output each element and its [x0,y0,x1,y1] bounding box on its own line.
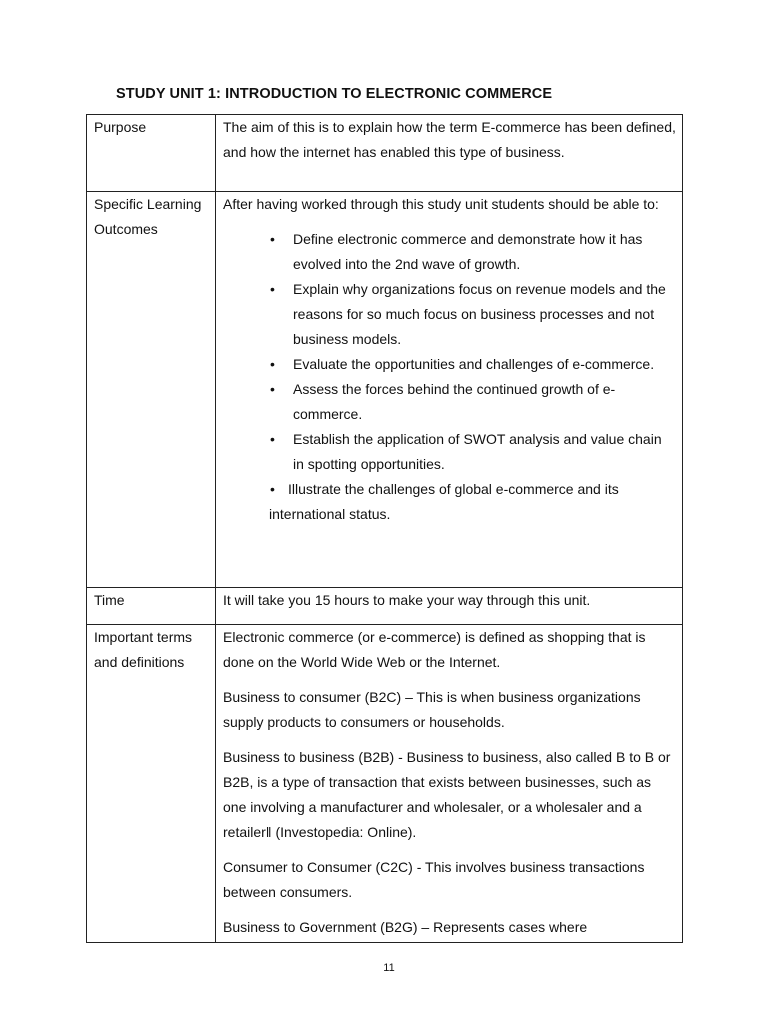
definition-paragraph: Electronic commerce (or e-commerce) is defined as shopping that is done on the World Wide Web or the Internet. [223,629,646,670]
outcomes-intro: After having worked through this study unit students should be able to: [223,196,659,212]
list-item [223,427,676,477]
list-item [223,352,676,377]
page-number: 11 [383,962,395,974]
list-item [223,227,676,277]
page-title: STUDY UNIT 1: INTRODUCTION TO ELECTRONIC COMMERCE [116,86,553,102]
outcomes-cell [216,192,683,588]
table-row-time [87,588,683,625]
definition-paragraph: Business to business (B2B) - Business to business, also called B to B or B2B, is a type of transaction that exists between businesses, such as one involving a manufacturer and wholesaler, or a wholesaler and a retailer‖ (Investopedia: Online). [223,749,671,840]
bullet-icon: • [270,481,275,497]
outcome-text: Establish the application of SWOT analysis and value chain in spotting opportunities. [293,431,662,472]
table-row-outcomes [87,192,683,588]
time-text: It will take you 15 hours to make your way through this unit. [216,588,683,625]
outcome-text: Assess the forces behind the continued growth of e-commerce. [293,381,616,422]
definition-paragraph: Consumer to Consumer (C2C) - This involves business transactions between consumers. [223,859,645,900]
terms-cell [216,625,683,943]
bullet-icon: • [270,231,275,247]
outcomes-label: Specific Learning Outcomes [87,192,216,588]
bullet-icon: • [270,431,275,447]
study-unit-table [86,114,683,943]
bullet-icon: • [270,356,275,372]
outcome-text: Evaluate the opportunities and challenges of e-commerce. [293,356,655,372]
definition-paragraph: Business to Government (B2G) – Represents cases where [223,919,588,935]
table-row-terms [87,625,683,943]
bullet-icon: • [270,381,275,397]
time-label: Time [87,588,216,625]
definition-paragraph: Business to consumer (B2C) – This is when business organizations supply products to consumers or households. [223,689,641,730]
list-item [223,377,676,427]
purpose-label: Purpose [87,115,216,192]
table-row-purpose [87,115,683,192]
list-item [223,477,676,527]
bullet-icon: • [270,281,275,297]
outcome-text: Define electronic commerce and demonstrate how it has evolved into the 2nd wave of growth. [293,231,643,272]
terms-label: Important terms and definitions [87,625,216,943]
list-item [223,277,676,352]
outcomes-list [223,227,676,527]
purpose-text: The aim of this is to explain how the term E-commerce has been defined, and how the internet has enabled this type of business. [216,115,683,192]
outcome-text: Explain why organizations focus on revenue models and the reasons for so much focus on business processes and not business models. [293,281,666,347]
outcome-text: Illustrate the challenges of global e-commerce and its international status. [269,481,619,522]
